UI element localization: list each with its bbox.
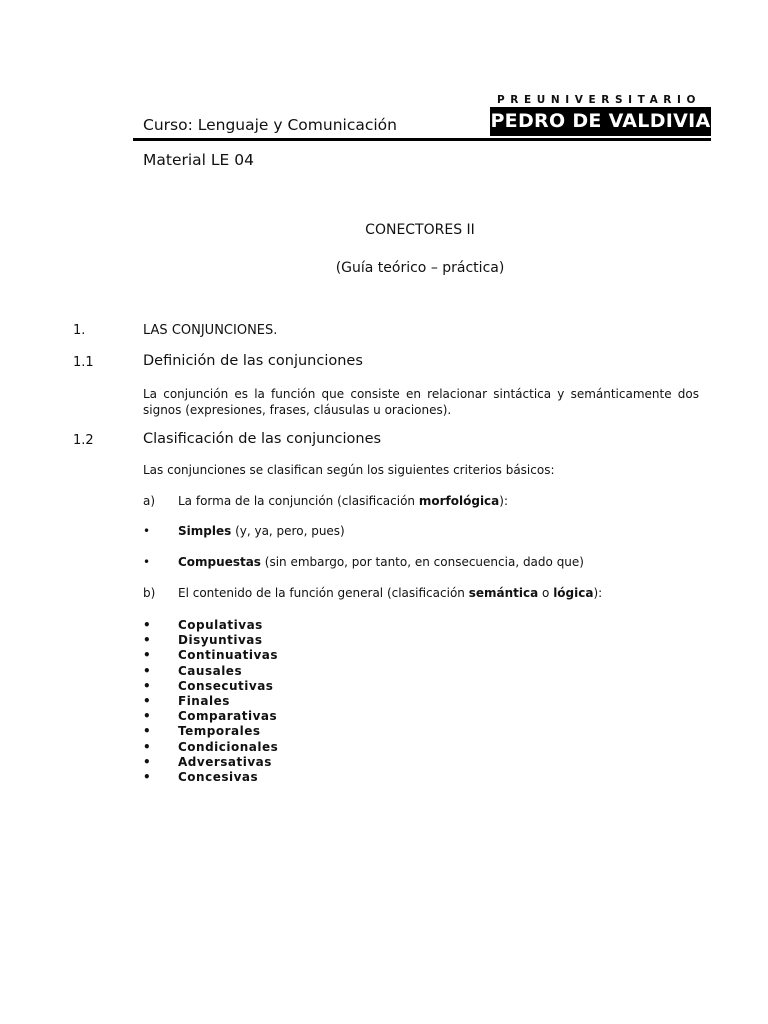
list-item: • Causales (143, 663, 243, 678)
list-item: • Copulativas (143, 618, 263, 632)
criterion-a-label: a) (143, 494, 156, 508)
bullet-marker: • (143, 739, 151, 754)
logo-preuniversitario: PREUNIVERSITARIO (497, 94, 702, 106)
bullet-marker: • (143, 693, 151, 708)
bullet-simples-marker: • (143, 524, 151, 538)
header-rule (133, 138, 711, 141)
section-1-2-heading: Clasificación de las conjunciones (143, 431, 382, 447)
classification-intro: Las conjunciones se clasifican según los siguientes criterios básicos: (143, 463, 555, 477)
semantic-types-list (143, 618, 278, 785)
bullet-marker: • (143, 724, 151, 739)
document-subtitle: (Guía teórico – práctica) (335, 260, 505, 276)
bullet-marker: • (143, 663, 151, 678)
bullet-simples: Simples (y, ya, pero, pues) (178, 524, 345, 538)
section-1-number: 1. (73, 323, 86, 338)
criterion-b-label: b) (143, 586, 156, 600)
criterion-a-text: La forma de la conjunción (clasificación morfológica): (178, 494, 508, 508)
bullet-marker: • (143, 633, 151, 648)
document-title: CONECTORES II (365, 222, 475, 238)
section-1-heading: LAS CONJUNCIONES. (143, 323, 278, 338)
list-item: • Comparativas (143, 709, 278, 724)
list-item: • Concesivas (143, 769, 259, 784)
section-1-2-number: 1.2 (73, 433, 94, 448)
list-item: • Continuativas (143, 648, 279, 663)
material-code: Material LE 04 (143, 151, 254, 169)
definition-paragraph: La conjunción es la función que consiste en relacionar sintáctica y semánticamente dos signos (expresiones, frases, cláusulas u oraciones). (143, 387, 699, 417)
bullet-marker: • (143, 754, 151, 769)
list-item: • Disyuntivas (143, 633, 263, 648)
bullet-compuestas: Compuestas (sin embargo, por tanto, en consecuencia, dado que) (178, 555, 584, 569)
bullet-marker: • (143, 709, 151, 724)
list-item: • Condicionales (143, 739, 279, 754)
list-item: • Temporales (143, 724, 261, 739)
section-1-1-number: 1.1 (73, 355, 94, 370)
list-item: • Consecutivas (143, 678, 274, 693)
section-1-1-heading: Definición de las conjunciones (143, 353, 363, 369)
bullet-marker: • (143, 618, 151, 632)
bullet-marker: • (143, 678, 151, 693)
list-item: • Adversativas (143, 754, 272, 769)
bullet-compuestas-marker: • (143, 555, 151, 569)
list-item: • Finales (143, 693, 230, 708)
criterion-b-text: El contenido de la función general (clasificación semántica o lógica): (178, 586, 603, 600)
bullet-marker: • (143, 648, 151, 663)
logo-pedro-de-valdivia: PEDRO DE VALDIVIA (490, 107, 711, 136)
course-title: Curso: Lenguaje y Comunicación (143, 116, 397, 134)
bullet-marker: • (143, 769, 151, 784)
